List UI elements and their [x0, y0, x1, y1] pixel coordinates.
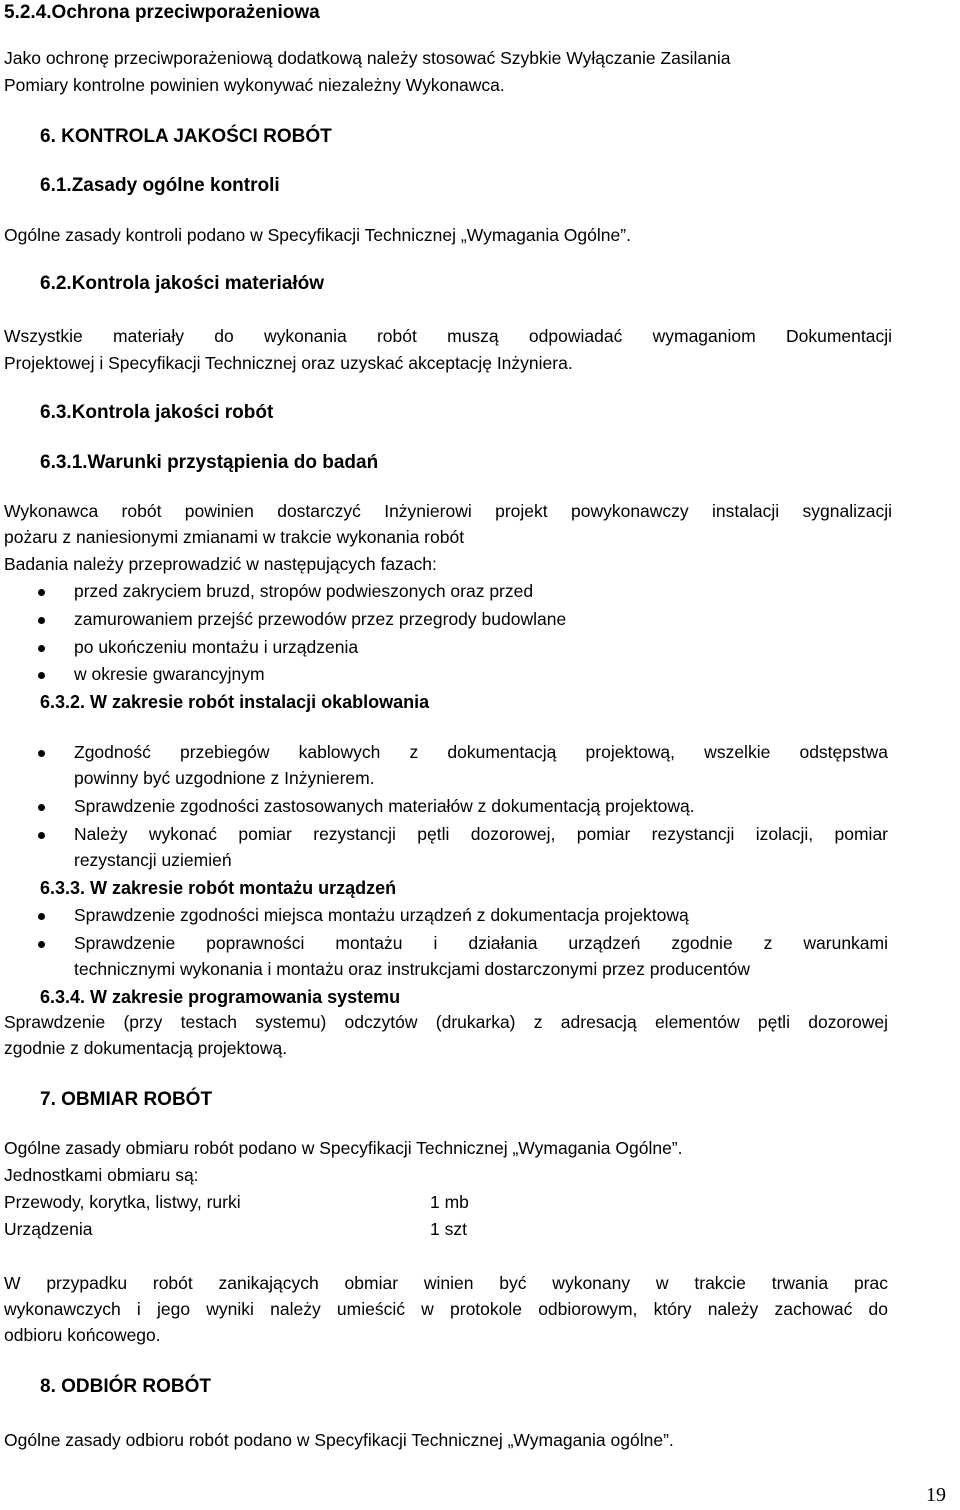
paragraph-line: W przypadku robót zanikających obmiar winien być wykonany w trakcie trwania prac [4, 1273, 888, 1293]
page-number: 19 [926, 1484, 946, 1506]
section-6-3-4-heading: 6.3.4. W zakresie programowania systemu [40, 987, 401, 1007]
section-6-3-3-heading: 6.3.3. W zakresie robót montażu urządzeń [40, 878, 397, 898]
bullet-icon [38, 617, 45, 624]
section-5-2-4-heading: 5.2.4.Ochrona przeciwporażeniowa [4, 2, 320, 23]
bullet-icon [38, 672, 45, 679]
bullet-icon [38, 913, 45, 920]
unit-item-label: Urządzenia [4, 1219, 93, 1239]
paragraph-line: pożaru z naniesionymi zmianami w trakcie wykonania robót [4, 527, 465, 547]
list-item: Sprawdzenie poprawności montażu i działania urządzeń zgodnie z warunkami [74, 933, 888, 953]
section-8-heading: 8. ODBIÓR ROBÓT [40, 1376, 212, 1397]
bullet-icon [38, 832, 45, 839]
list-item: Należy wykonać pomiar rezystancji pętli dozorowej, pomiar rezystancji izolacji, pomiar [74, 824, 888, 844]
bullet-icon [38, 589, 45, 596]
list-item: w okresie gwarancyjnym [74, 664, 265, 684]
list-item-continuation: powinny być uzgodnione z Inżynierem. [74, 768, 375, 788]
paragraph-line: wykonawczych i jego wyniki należy umieścić w protokole odbiorowym, który należy zachować do [4, 1299, 888, 1319]
unit-item-label: Przewody, korytka, listwy, rurki [4, 1192, 241, 1212]
paragraph-line: odbioru końcowego. [4, 1325, 161, 1345]
paragraph-line: Ogólne zasady obmiaru robót podano w Specyfikacji Technicznej „Wymagania Ogólne”. [4, 1138, 683, 1158]
list-item-continuation: rezystancji uziemień [74, 850, 232, 870]
list-item: Sprawdzenie zgodności miejsca montażu urządzeń z dokumentacja projektową [74, 905, 689, 925]
section-6-3-1-heading: 6.3.1.Warunki przystąpienia do badań [40, 452, 379, 473]
list-item-continuation: technicznymi wykonania i montażu oraz instrukcjami dostarczonymi przez producentów [74, 959, 750, 979]
list-item: przed zakryciem bruzd, stropów podwieszonych oraz przed [74, 581, 534, 601]
bullet-icon [38, 804, 45, 811]
section-7-heading: 7. OBMIAR ROBÓT [40, 1089, 213, 1110]
paragraph-line: Jako ochronę przeciwporażeniową dodatkową należy stosować Szybkie Wyłączanie Zasilania [4, 48, 731, 68]
paragraph-line: Wszystkie materiały do wykonania robót muszą odpowiadać wymaganiom Dokumentacji [4, 326, 892, 346]
unit-value: 1 mb [430, 1192, 469, 1212]
list-item: po ukończeniu montażu i urządzenia [74, 637, 359, 657]
paragraph-line: zgodnie z dokumentacją projektową. [4, 1038, 288, 1058]
paragraph-line: Ogólne zasady odbioru robót podano w Specyfikacji Technicznej „Wymagania ogólne”. [4, 1430, 674, 1450]
bullet-icon [38, 645, 45, 652]
section-6-3-2-heading: 6.3.2. W zakresie robót instalacji okablowania [40, 692, 430, 712]
paragraph-line: Sprawdzenie (przy testach systemu) odczytów (drukarka) z adresacją elementów pętli dozorowej [4, 1012, 888, 1032]
unit-value: 1 szt [430, 1219, 467, 1239]
bullet-icon [38, 750, 45, 757]
paragraph-line: Jednostkami obmiaru są: [4, 1165, 199, 1185]
paragraph-line: Ogólne zasady kontroli podano w Specyfikacji Technicznej „Wymagania Ogólne”. [4, 225, 631, 245]
bullet-icon [38, 941, 45, 948]
paragraph-line: Projektowej i Specyfikacji Technicznej oraz uzyskać akceptację Inżyniera. [4, 353, 573, 373]
section-6-1-heading: 6.1.Zasady ogólne kontroli [40, 175, 280, 196]
list-item: Sprawdzenie zgodności zastosowanych materiałów z dokumentacją projektową. [74, 796, 695, 816]
paragraph-line: Badania należy przeprowadzić w następujących fazach: [4, 554, 437, 574]
section-6-3-heading: 6.3.Kontrola jakości robót [40, 402, 274, 423]
paragraph-line: Pomiary kontrolne powinien wykonywać niezależny Wykonawca. [4, 75, 505, 95]
section-6-heading: 6. KONTROLA JAKOŚCI ROBÓT [40, 126, 332, 147]
list-item: zamurowaniem przejść przewodów przez przegrody budowlane [74, 609, 567, 629]
list-item: Zgodność przebiegów kablowych z dokumentacją projektową, wszelkie odstępstwa [74, 742, 888, 762]
section-6-2-heading: 6.2.Kontrola jakości materiałów [40, 273, 325, 294]
paragraph-line: Wykonawca robót powinien dostarczyć Inżynierowi projekt powykonawczy instalacji sygnalizacji [4, 501, 892, 521]
